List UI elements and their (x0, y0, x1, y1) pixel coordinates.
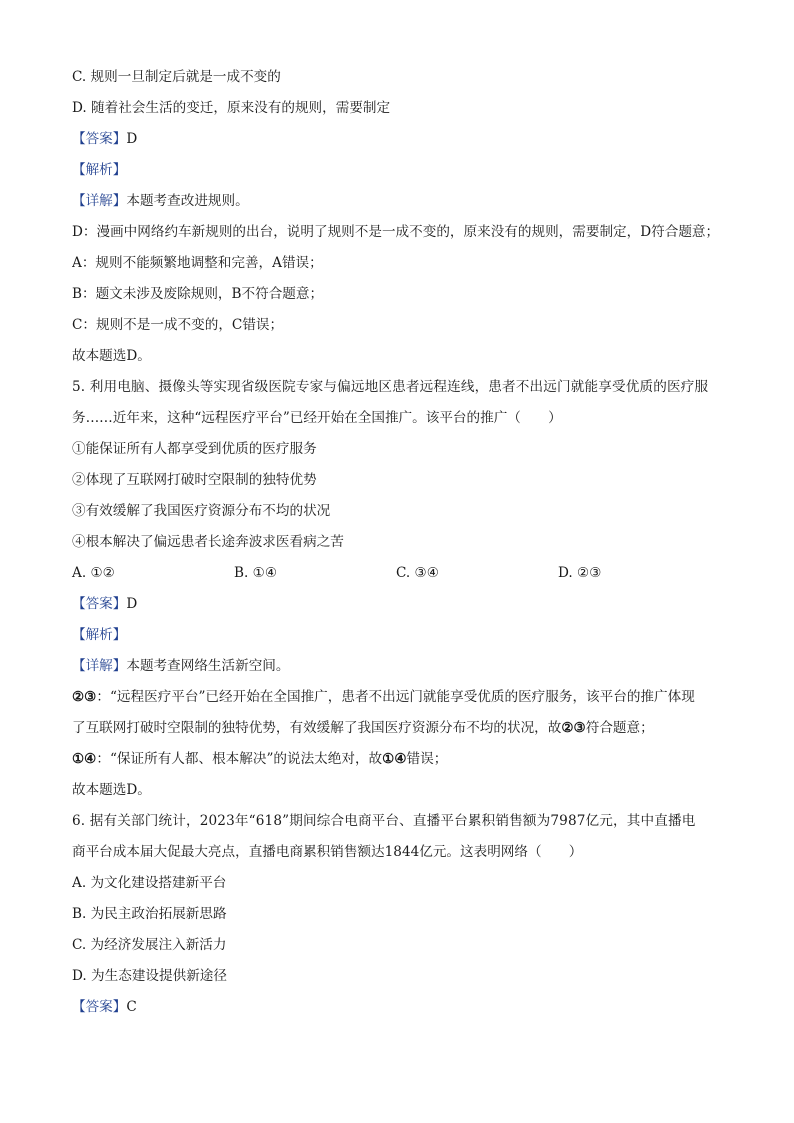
answer-tag: 【答案】 (72, 596, 127, 612)
q6-option-a: A. 为文化建设搭建新平台 (72, 875, 227, 891)
q5-option-c: C. ③④ (396, 565, 439, 581)
q5-stem-line-1: 5. 利用电脑、摄像头等实现省级医院专家与偏远地区患者远程连线，患者不出远门就能享受优质的医疗服 (72, 379, 709, 395)
detail-text: 本题考查网络生活新空间。 (126, 658, 290, 674)
q4-explanation-a: A：规则不能频繁地调整和完善，A错误； (72, 255, 323, 271)
q5-option-b: B. ①④ (234, 565, 278, 581)
q4-explanation-d: D：漫画中网络约车新规则的出台，说明了规则不是一成不变的，原来没有的规则，需要制定，D符合题意； (72, 224, 720, 240)
q5-answer (72, 589, 732, 620)
q4-analysis-tag: 【解析】 (72, 162, 127, 178)
detail-tag: 【详解】 (72, 193, 127, 209)
circled-numbers: ①④ (382, 751, 407, 767)
q5-explanation-2 (72, 713, 732, 744)
q5-option-d: D. ②③ (558, 565, 602, 581)
q5-conclusion: 故本题选D。 (72, 782, 151, 798)
explanation-text: 符合题意； (585, 720, 654, 736)
q4-explanation-c: C：规则不是一成不变的，C错误； (72, 317, 284, 333)
q6-stem-line-1: 6. 据有关部门统计，2023年“618”期间综合电商平台、直播平台累积销售额为7987亿元，其中直播电 (72, 813, 696, 829)
q5-detail (72, 651, 732, 682)
q5-item-1: ①能保证所有人都享受到优质的医疗服务 (72, 441, 317, 457)
q6-option-b: B. 为民主政治拓展新思路 (72, 906, 227, 922)
q5-item-2: ②体现了互联网打破时空限制的独特优势 (72, 472, 317, 488)
q5-option-a: A. ①② (72, 565, 115, 581)
answer-value: D (126, 131, 138, 147)
q5-explanation-1 (72, 682, 732, 713)
explanation-text: ：“远程医疗平台”已经开始在全国推广，患者不出远门就能享受优质的医疗服务，该平台的推广体现 (96, 689, 695, 705)
q5-stem-line-2: 务……近年来，这种“远程医疗平台”已经开始在全国推广。该平台的推广（ ） (72, 410, 562, 426)
q6-answer (72, 992, 732, 1023)
q5-item-4: ④根本解决了偏远患者长途奔波求医看病之苦 (72, 534, 344, 550)
explanation-text: 错误； (406, 751, 448, 767)
document-page (72, 62, 732, 1023)
q4-explanation-b: B：题文未涉及废除规则，B不符合题意； (72, 286, 324, 302)
q5-analysis-tag: 【解析】 (72, 627, 127, 643)
q4-conclusion: 故本题选D。 (72, 348, 151, 364)
detail-text: 本题考查改进规则。 (126, 193, 249, 209)
answer-value: D (126, 596, 138, 612)
q4-answer (72, 124, 732, 155)
circled-numbers: ①④ (72, 751, 97, 767)
explanation-text: ：“保证所有人都、根本解决”的说法太绝对，故 (96, 751, 383, 767)
q6-option-c: C. 为经济发展注入新活力 (72, 937, 227, 953)
answer-value: C (126, 999, 137, 1015)
q5-item-3: ③有效缓解了我国医疗资源分布不均的状况 (72, 503, 331, 519)
q6-option-d: D. 为生态建设提供新途径 (72, 968, 227, 984)
circled-numbers: ②③ (561, 720, 586, 736)
q4-detail (72, 186, 732, 217)
q4-option-c: C. 规则一旦制定后就是一成不变的 (72, 69, 281, 85)
q5-options (72, 558, 732, 589)
explanation-text: 了互联网打破时空限制的独特优势，有效缓解了我国医疗资源分布不均的状况，故 (72, 720, 562, 736)
answer-tag: 【答案】 (72, 131, 127, 147)
q5-explanation-3 (72, 744, 732, 775)
circled-numbers: ②③ (72, 689, 97, 705)
answer-tag: 【答案】 (72, 999, 127, 1015)
q6-stem-line-2: 商平台成本届大促最大亮点，直播电商累积销售额达1844亿元。这表明网络（ ） (72, 844, 583, 860)
q4-option-d: D. 随着社会生活的变迁，原来没有的规则，需要制定 (72, 100, 391, 116)
detail-tag: 【详解】 (72, 658, 127, 674)
